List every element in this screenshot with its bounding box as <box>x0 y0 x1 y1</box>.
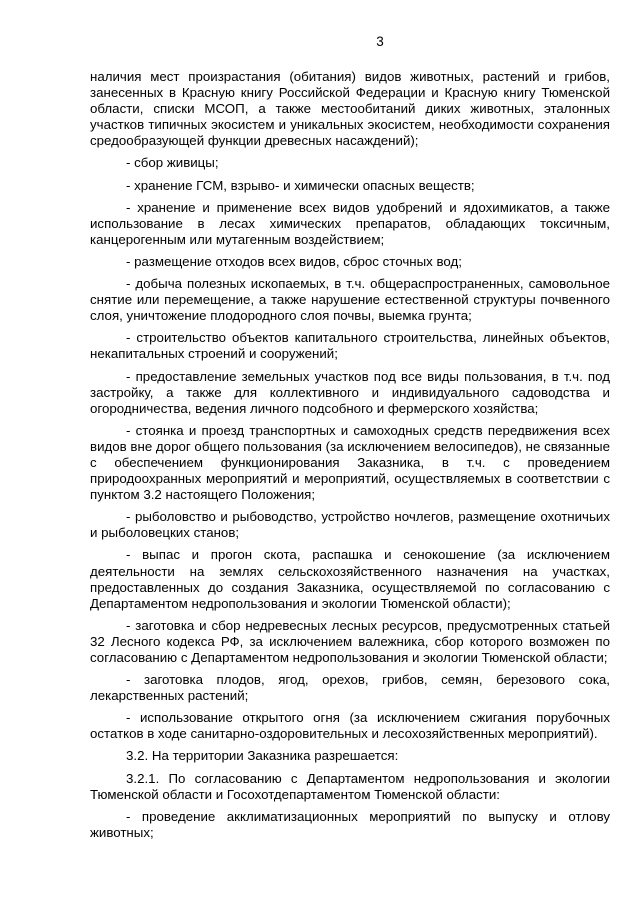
continued-paragraph: наличия мест произрастания (обитания) видов животных, растений и грибов, занесенных в Красную книгу Российской Федерации и Красную книгу Тюменской области, списки МСОП, а также местообитаний диких животных, эталонных участков типичных экосистем и уникальных экосистем, необходимости сохранения средообразующей функции древесных насаждений); <box>90 69 610 149</box>
list-item-paragraph: - заготовка и сбор недревесных лесных ресурсов, предусмотренных статьей 32 Лесного кодекса РФ, за исключением валежника, сбор которого возможен по согласованию с Департаментом недропользования и экологии Тюменской области; <box>90 617 610 665</box>
list-item-paragraph: - проведение акклиматизационных мероприятий по выпуску и отлову животных; <box>90 808 610 840</box>
list-item-paragraph: - использование открытого огня (за исключением сжигания порубочных остатков в ходе санитарно-оздоровительных и лесохозяйственных мероприятий). <box>90 710 610 742</box>
list-item-paragraph: - хранение и применение всех видов удобрений и ядохимикатов, а также использование в лесах химических препаратов, обладающих токсичным, канцерогенным или мутагенным воздействием; <box>90 199 610 247</box>
list-item-paragraph: - выпас и прогон скота, распашка и сенокошение (за исключением деятельности на землях сельскохозяйственного назначения на участках, предоставленных до создания Заказника, осуществляемой по согласованию с Департаментом недропользования и экологии Тюменской области); <box>90 547 610 611</box>
list-item-paragraph: 3.2.1. По согласованию с Департаментом недропользования и экологии Тюменской области и Госохотдепартаментом Тюменской области: <box>90 770 610 802</box>
list-item-paragraph: - заготовка плодов, ягод, орехов, грибов, семян, березового сока, лекарственных растений; <box>90 672 610 704</box>
list-item-paragraph: - добыча полезных ископаемых, в т.ч. общераспространенных, самовольное снятие или перемещение, а также нарушение естественной структуры почвенного слоя, уничтожение плодородного слоя почвы, выемка грунта; <box>90 276 610 324</box>
list-item-paragraph: 3.2. На территории Заказника разрешается: <box>126 748 399 764</box>
list-item-paragraph: - рыболовство и рыбоводство, устройство ночлегов, размещение охотничьих и рыболовецких станов; <box>90 509 610 541</box>
list-item-paragraph: - сбор живицы; <box>126 155 219 171</box>
list-item-paragraph: - размещение отходов всех видов, сброс сточных вод; <box>126 253 462 269</box>
page-number: 3 <box>376 34 384 49</box>
list-item-paragraph: - предоставление земельных участков под все виды пользования, в т.ч. под застройку, а также для коллективного и индивидуального садоводства и огородничества, ведения личного подсобного и фермерского хозяйства; <box>90 368 610 416</box>
document-body <box>90 69 610 841</box>
list-item-paragraph: - строительство объектов капитального строительства, линейных объектов, некапитальных строений и сооружений; <box>90 330 610 362</box>
list-item-paragraph: - стоянка и проезд транспортных и самоходных средств передвижения всех видов вне дорог общего пользования (за исключением велосипедов), не связанные с обеспечением функционирования Заказника, в т.ч. с проведением природоохранных мероприятий и мероприятий, осуществляемых в соответствии с пунктом 3.2 настоящего Положения; <box>90 422 610 503</box>
list-item-paragraph: - хранение ГСМ, взрыво- и химически опасных веществ; <box>126 177 475 193</box>
